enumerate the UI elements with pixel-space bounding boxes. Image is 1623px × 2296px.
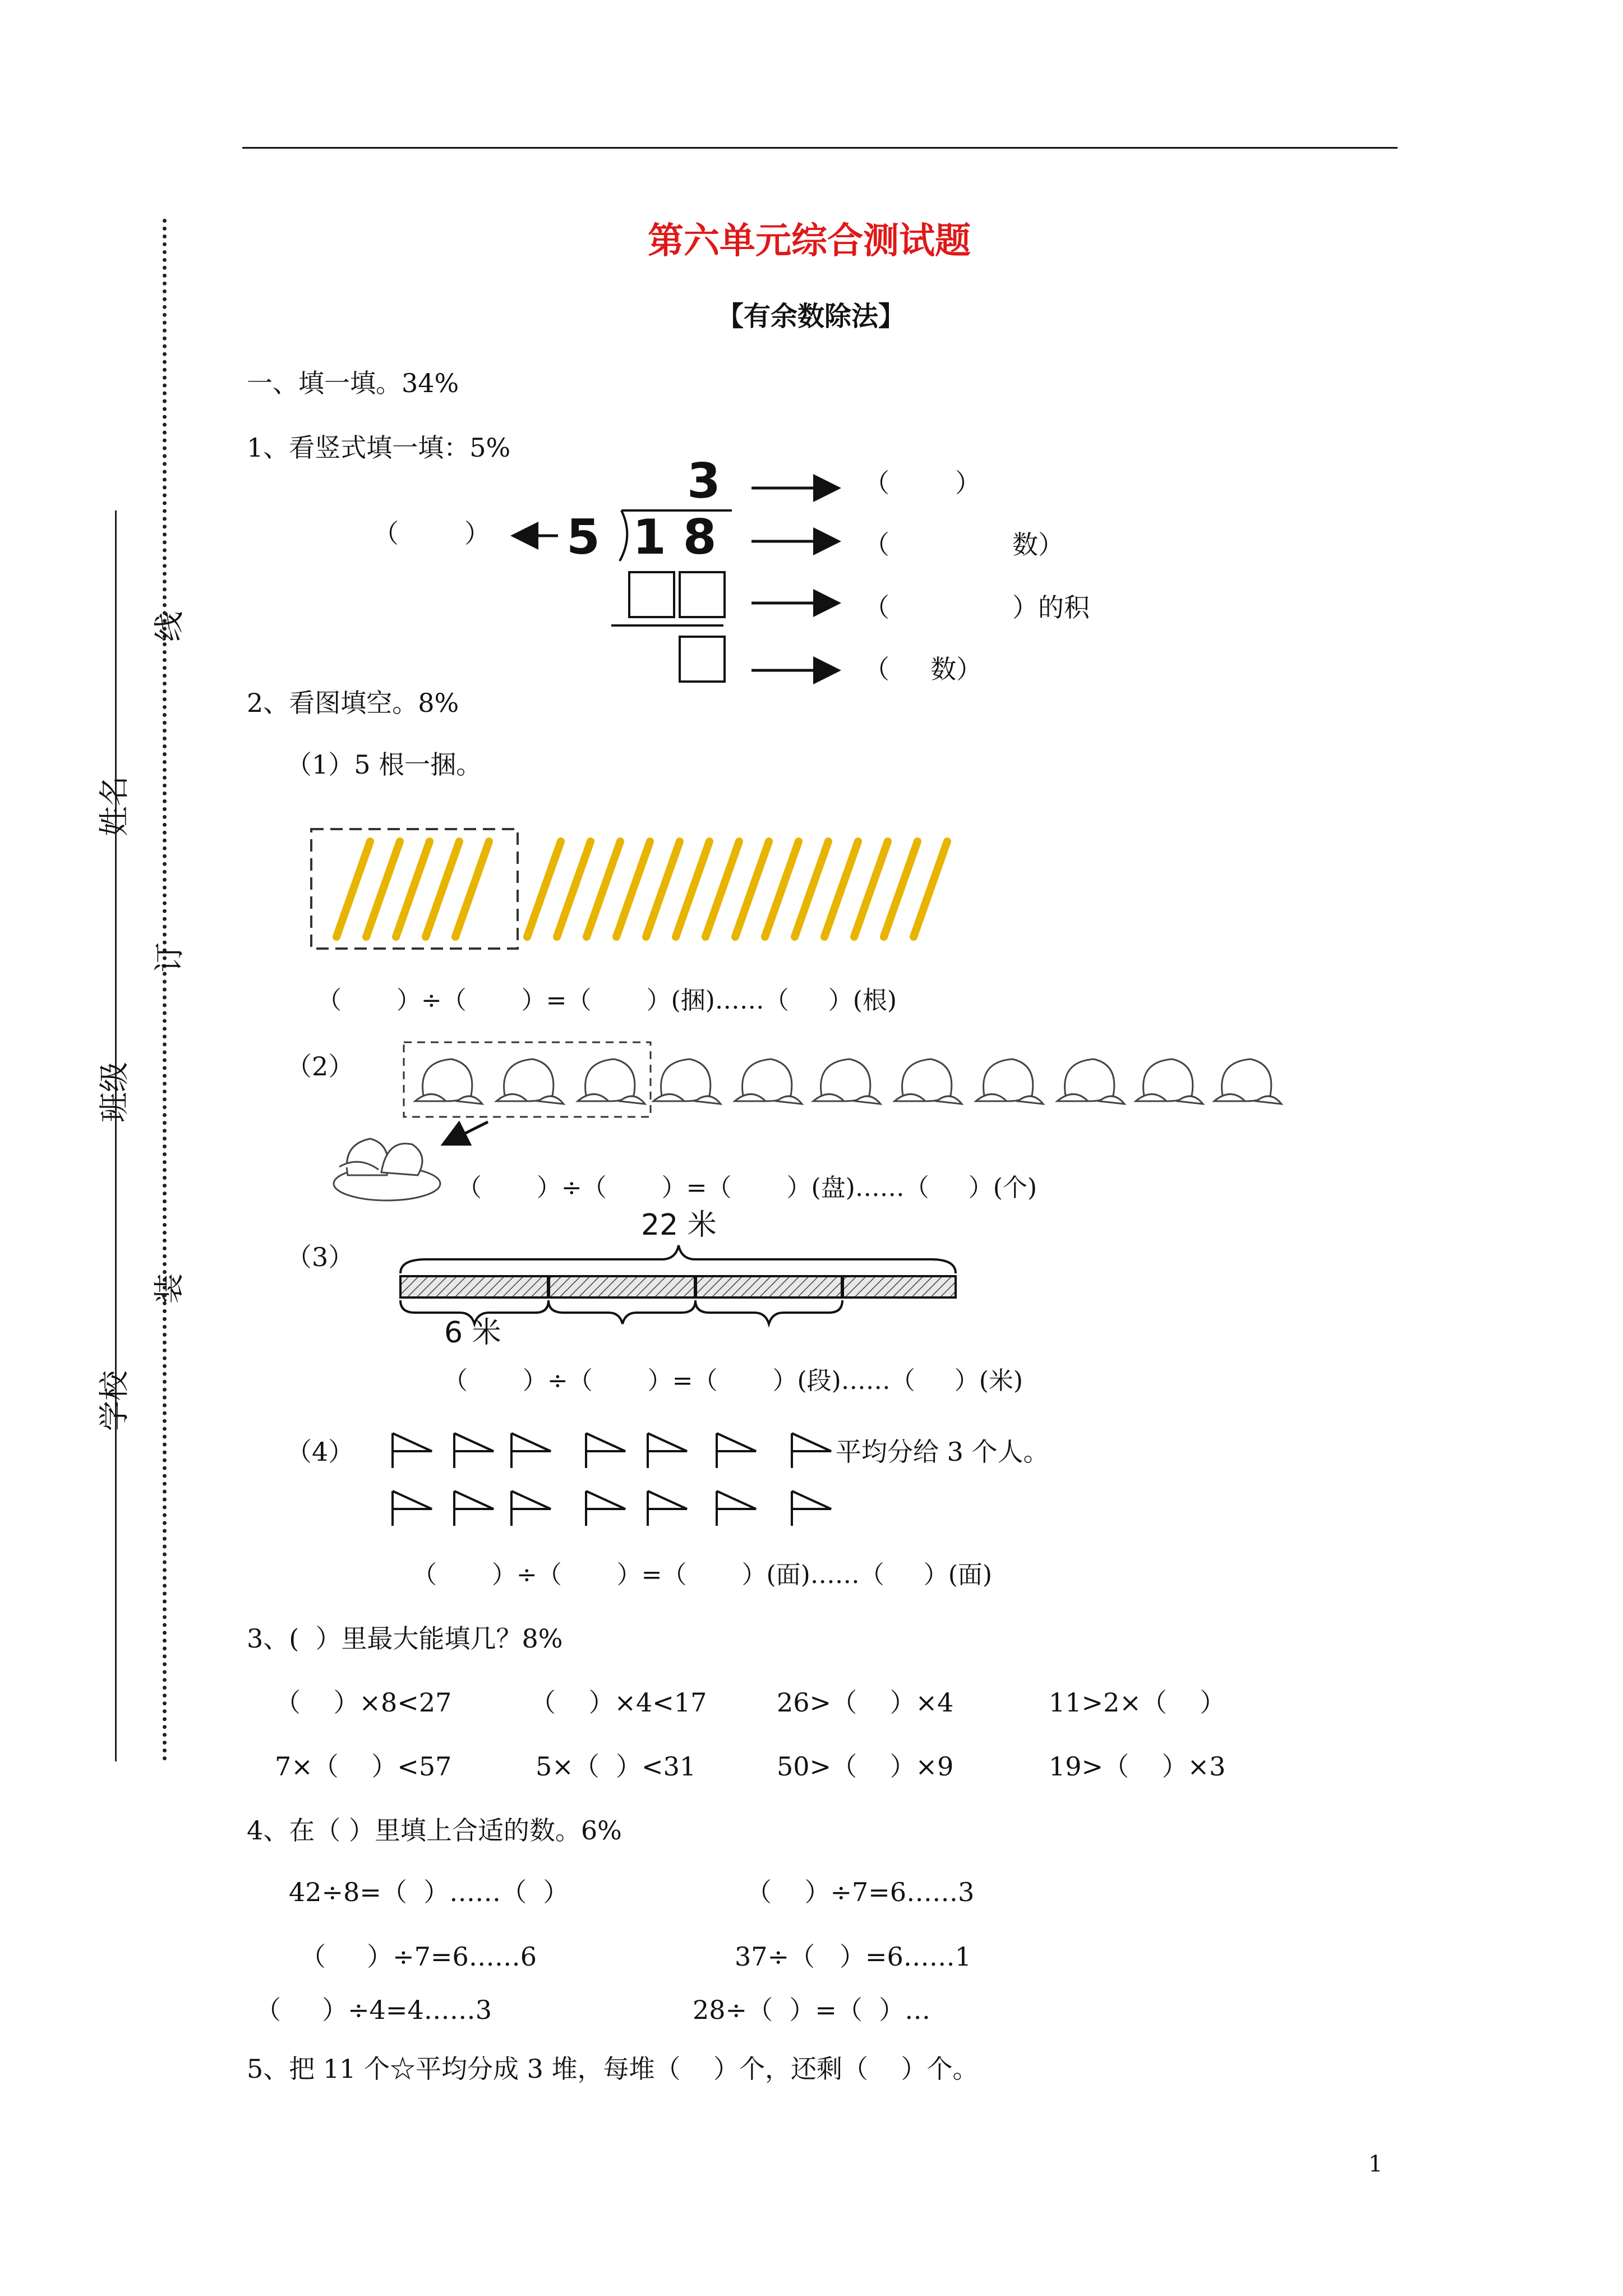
q2-part4-label: （4） bbox=[286, 1437, 354, 1467]
division-arrows bbox=[513, 488, 838, 670]
q4-item: （ ）÷4=4……3 bbox=[255, 1995, 492, 2025]
q3-item: 7×（ ）<57 bbox=[275, 1751, 452, 1782]
q4-item: 37÷（ ）=6……1 bbox=[735, 1941, 972, 1972]
side-install-label: 装 bbox=[151, 1273, 187, 1304]
quotient-blank: （ ） bbox=[864, 468, 981, 498]
q3-item: （ ）×8<27 bbox=[275, 1687, 452, 1718]
q3-item: 26>（ ）×4 bbox=[777, 1687, 954, 1718]
side-name-label: 姓名 bbox=[96, 776, 132, 836]
page-subtitle: 【有余数除法】 bbox=[717, 301, 906, 332]
side-school-label: 学校 bbox=[96, 1370, 132, 1431]
peaches bbox=[415, 1059, 1281, 1104]
q3-item: 19>（ ）×3 bbox=[1049, 1751, 1226, 1782]
q3-item: 11>2×（ ） bbox=[1049, 1687, 1226, 1718]
product-blank-close: ）的积 bbox=[1012, 592, 1090, 623]
sticks bbox=[336, 841, 947, 937]
q2-part2-equation: （ ）÷（ ）=（ ）(盘)……（ ）(个) bbox=[457, 1174, 1038, 1202]
q4-label: 4、在（ ）里填上合适的数。6% bbox=[247, 1815, 622, 1846]
rope-segment-length: 6 米 bbox=[444, 1316, 501, 1350]
q4-item: 28÷（ ）=（ ）… bbox=[693, 1995, 931, 2025]
q2-part3-label: （3） bbox=[286, 1242, 354, 1272]
side-class-label: 班级 bbox=[96, 1062, 132, 1122]
flags bbox=[393, 1433, 831, 1526]
division-divisor: 5 bbox=[566, 509, 600, 565]
q4-item: 42÷8=（ ）……（ ） bbox=[289, 1877, 569, 1907]
q2-part1-label: （1）5 根一捆。 bbox=[286, 749, 482, 780]
division-boxes bbox=[629, 572, 725, 682]
division-quotient: 3 bbox=[687, 453, 721, 509]
remainder-blank: （ 数） bbox=[864, 654, 983, 684]
q2-label: 2、看图填空。8% bbox=[247, 688, 459, 718]
divisor-blank: （ ） bbox=[373, 518, 490, 549]
rope-total-length: 22 米 bbox=[641, 1208, 717, 1242]
dividend-blank-open: （ bbox=[864, 530, 889, 560]
page-title: 第六单元综合测试题 bbox=[648, 220, 971, 262]
division-dividend: 1 8 bbox=[633, 509, 717, 565]
section-heading: 一、填一填。34% bbox=[247, 368, 459, 398]
q4-item: （ ）÷7=6……3 bbox=[746, 1877, 975, 1907]
product-blank-open: （ bbox=[864, 592, 889, 623]
q5-label: 5、把 11 个☆平均分成 3 堆，每堆（ ）个，还剩（ ）个。 bbox=[247, 2054, 979, 2084]
q3-item: （ ）×4<17 bbox=[530, 1687, 707, 1718]
q2-part3-equation: （ ）÷（ ）=（ ）(段)……（ ）(米) bbox=[443, 1366, 1023, 1395]
rope-bar bbox=[400, 1276, 956, 1297]
q3-item: 50>（ ）×9 bbox=[777, 1751, 954, 1782]
side-order-label: 订 bbox=[151, 942, 187, 973]
q4-item: （ ）÷7=6……6 bbox=[300, 1941, 537, 1972]
q2-part2-label: （2） bbox=[286, 1051, 354, 1082]
q2-part4-text: 平均分给 3 个人。 bbox=[836, 1437, 1049, 1467]
page-number: 1 bbox=[1368, 2151, 1383, 2177]
q1-label: 1、看竖式填一填：5% bbox=[247, 432, 511, 463]
q3-label: 3、( ）里最大能填几？8% bbox=[247, 1623, 563, 1654]
q2-part1-equation: （ ）÷（ ）=（ ）(捆)……（ ）(根) bbox=[317, 986, 897, 1015]
side-bind-label: 线 bbox=[151, 611, 187, 642]
q2-part4-equation: （ ）÷（ ）=（ ）(面)……（ ）(面) bbox=[412, 1561, 993, 1589]
q3-item: 5×（ ）<31 bbox=[536, 1751, 697, 1782]
plate-arrow bbox=[443, 1122, 488, 1144]
plate-of-peaches bbox=[334, 1139, 440, 1200]
dividend-blank-close: 数） bbox=[1012, 530, 1064, 560]
